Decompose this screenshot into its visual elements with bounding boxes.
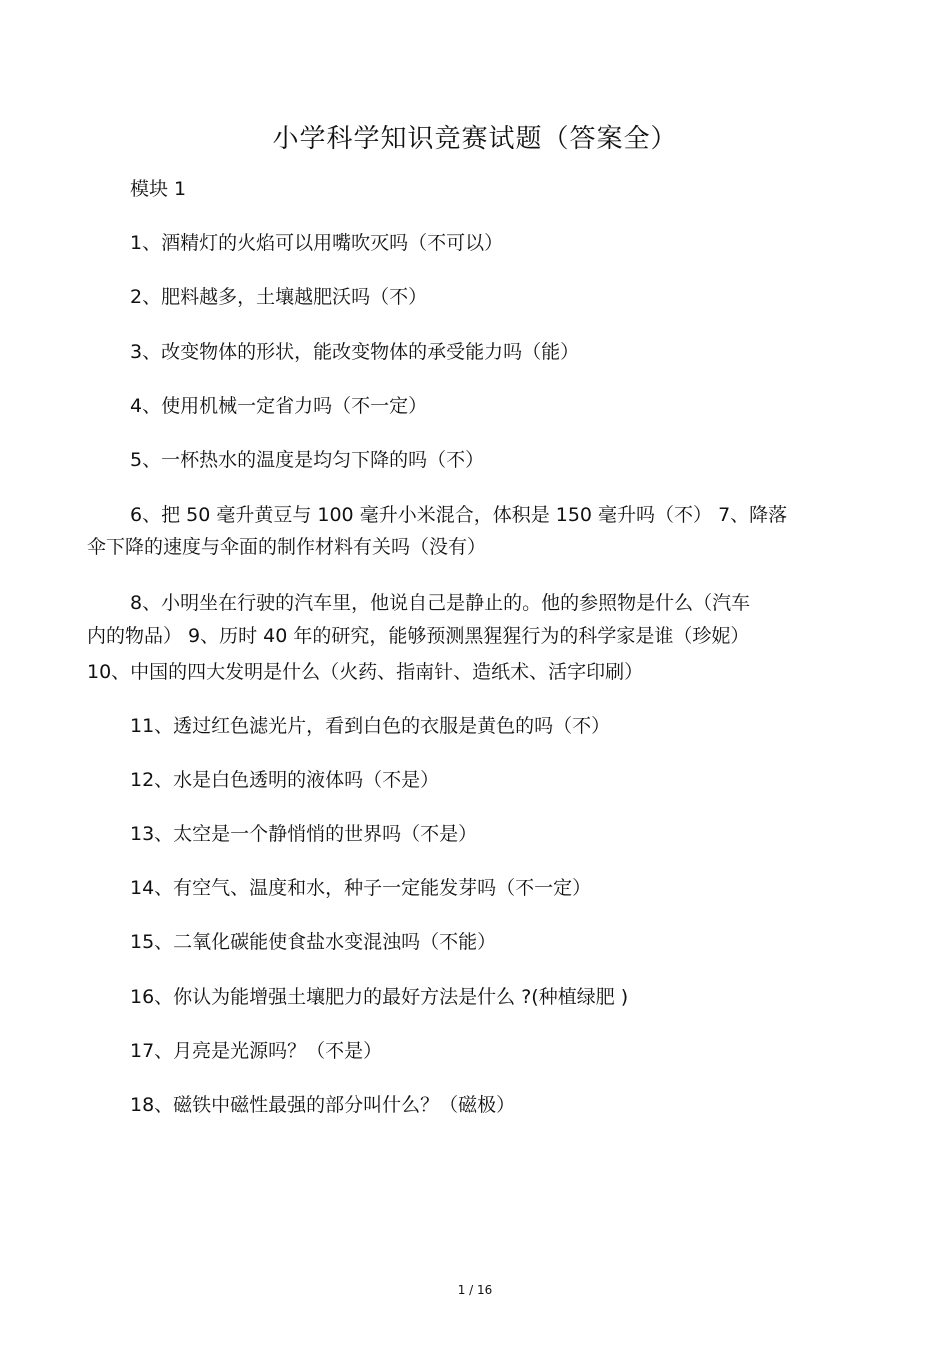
question-6: 6、把 50 毫升黄豆与 100 毫升小米混合，体积是 150 毫升吗（不） 7、降落	[130, 504, 788, 526]
question-17: 17、月亮是光源吗？（不是）	[130, 1040, 383, 1062]
question-11: 11、透过红色滤光片，看到白色的衣服是黄色的吗（不）	[130, 715, 611, 737]
question-7-continued: 伞下降的速度与伞面的制作材料有关吗（没有）	[87, 536, 487, 558]
question-10: 10、中国的四大发明是什么（火药、指南针、造纸术、活字印刷）	[87, 661, 644, 683]
page-number: 1 / 16	[457, 1283, 493, 1297]
question-15: 15、二氧化碳能使食盐水变混浊吗（不能）	[130, 931, 497, 953]
question-18: 18、磁铁中磁性最强的部分叫什么？（磁极）	[130, 1094, 516, 1116]
question-4: 4、使用机械一定省力吗（不一定）	[130, 395, 428, 417]
question-2: 2、肥料越多，土壤越肥沃吗（不）	[130, 286, 428, 308]
question-5: 5、一杯热水的温度是均匀下降的吗（不）	[130, 449, 485, 471]
question-3: 3、改变物体的形状，能改变物体的承受能力吗（能）	[130, 341, 580, 363]
question-8: 8、小明坐在行驶的汽车里，他说自己是静止的。他的参照物是什么（汽车	[130, 592, 751, 614]
page-title: 小学科学知识竞赛试题（答案全）	[272, 124, 678, 154]
question-12: 12、水是白色透明的液体吗（不是）	[130, 769, 440, 791]
question-8-continued: 内的物品） 9、历时 40 年的研究，能够预测黑猩猩行为的科学家是谁（珍妮）	[87, 625, 750, 647]
question-16: 16、你认为能增强土壤肥力的最好方法是什么 ?(种植绿肥 )	[130, 986, 629, 1008]
question-1: 1、酒精灯的火焰可以用嘴吹灭吗（不可以）	[130, 232, 504, 254]
question-14: 14、有空气、温度和水，种子一定能发芽吗（不一定）	[130, 877, 592, 899]
question-13: 13、太空是一个静悄悄的世界吗（不是）	[130, 823, 478, 845]
section-heading: 模块 1	[130, 178, 187, 200]
